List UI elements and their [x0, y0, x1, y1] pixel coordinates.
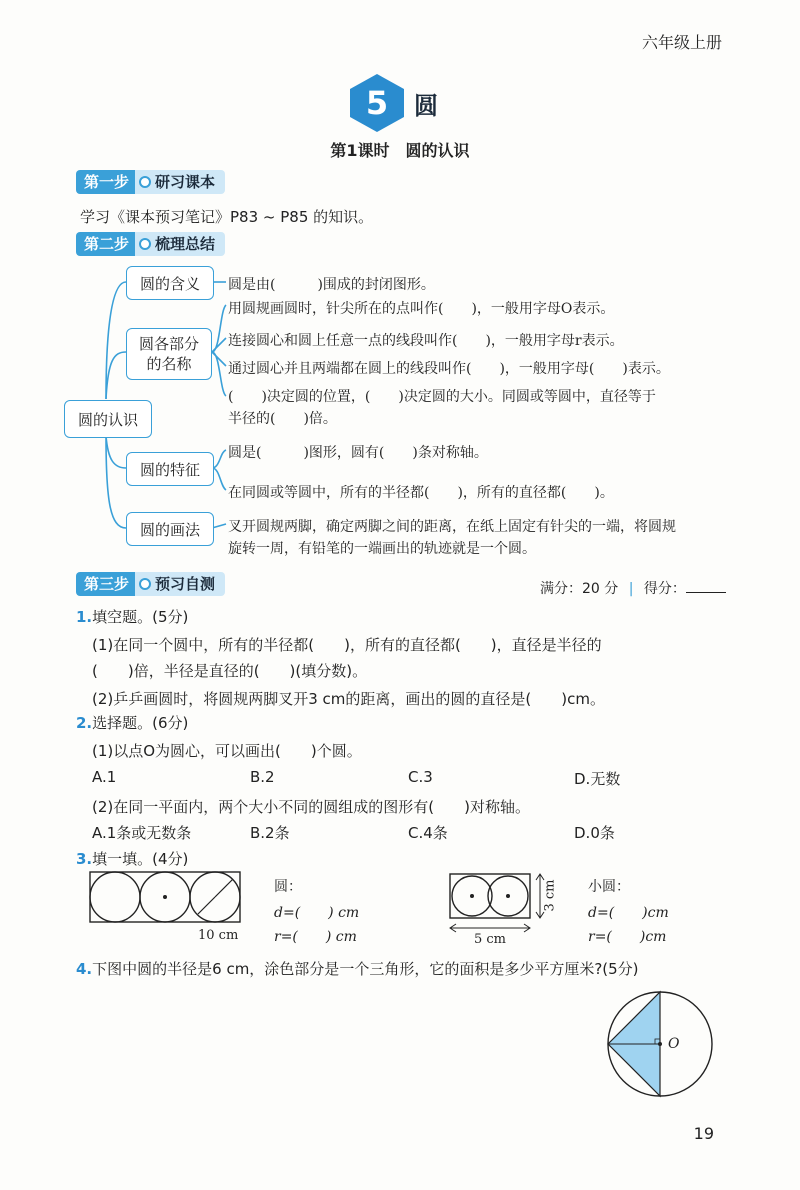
branch-features: 圆的特征: [126, 452, 214, 486]
q3-right-head: 小圆：: [588, 879, 630, 895]
item-relation-2: 半径的( )倍。: [228, 411, 337, 427]
grade-label: 六年级上册: [641, 33, 722, 52]
unit-title: 圆: [414, 92, 438, 120]
q2-p1-option-a[interactable]: A.1: [92, 768, 117, 786]
step2-label: 第二步: [76, 232, 135, 256]
q3-right-r: r=( )cm: [588, 929, 667, 945]
q1-heading: [76, 606, 188, 627]
q4-figure: [600, 986, 720, 1106]
q2-part-2: (2)在同一平面内，两个大小不同的圆组成的图形有( )对称轴。: [92, 798, 530, 816]
q1-line-1: (1)在同一个圆中，所有的半径都( )，所有的直径都( )，直径是半径的: [92, 636, 602, 654]
q3-right-height: 3 cm: [542, 879, 558, 912]
item-drawing-2: 旋转一周，有铅笔的一端画出的轨迹就是一个圆。: [228, 541, 536, 557]
q3-heading: [76, 848, 188, 869]
q3-number: 3.: [76, 850, 93, 868]
q2-number: 2.: [76, 714, 93, 732]
item-feature-2: 在同圆或等圆中，所有的半径都( )，所有的直径都( )。: [228, 485, 614, 501]
q2-p2-option-c[interactable]: C.4条: [408, 824, 448, 842]
q3-right-width: 5 cm: [474, 932, 507, 947]
step3-label: 第三步: [76, 572, 135, 596]
branch-drawing: 圆的画法: [126, 512, 214, 546]
step3-title: 预习自测: [155, 575, 216, 593]
q4-center-label: O: [668, 1036, 680, 1052]
q1-number: 1.: [76, 608, 93, 626]
branch-parts: 圆各部分的名称: [126, 328, 212, 380]
score-line: 满分：20 分 | 得分：: [540, 578, 726, 598]
q4-number: 4.: [76, 960, 93, 978]
item-relation-1: ( )决定圆的位置，( )决定圆的大小。同圆或等圆中，直径等于: [228, 389, 656, 405]
q1-line-3: (2)乒乒画圆时，将圆规两脚叉开3 cm的距离，画出的圆的直径是( )cm。: [92, 690, 605, 708]
q2-p2-option-d[interactable]: D.0条: [574, 824, 615, 842]
score-blank[interactable]: [686, 592, 726, 593]
step3-header: [76, 572, 225, 596]
q1-line-2: ( )倍，半径是直径的( )(填分数)。: [92, 662, 368, 680]
q2-p1-option-d[interactable]: D.无数: [574, 770, 621, 788]
branch-meaning: 圆的含义: [126, 266, 214, 300]
item-diameter: 通过圆心并且两端都在圆上的线段叫作( )，一般用字母( )表示。: [228, 361, 670, 377]
q4-title: 下图中圆的半径是6 cm，涂色部分是一个三角形，它的面积是多少平方厘米?(5分): [92, 960, 639, 978]
q2-p1-option-c[interactable]: C.3: [408, 768, 433, 786]
q2-title: 选择题。(6分): [92, 714, 189, 732]
q3-left-width: 10 cm: [198, 928, 239, 943]
q2-p2-option-a[interactable]: A.1条或无数条: [92, 824, 192, 842]
q4-heading: [76, 958, 639, 979]
item-radius: 连接圆心和圆上任意一点的线段叫作( )，一般用字母r表示。: [228, 333, 624, 349]
item-drawing-1: 叉开圆规两脚，确定两脚之间的距离，在纸上固定有针尖的一端，将圆规: [228, 519, 676, 535]
lesson-title: 第1课时 圆的认识: [330, 141, 470, 160]
item-feature-1: 圆是( )图形，圆有( )条对称轴。: [228, 445, 488, 461]
step1-label: 第一步: [76, 170, 135, 194]
item-meaning: 圆是由( )围成的封闭图形。: [228, 277, 435, 293]
q3-title: 填一填。(4分): [92, 850, 189, 868]
q2-part-1: (1)以点O为圆心，可以画出( )个圆。: [92, 742, 362, 760]
q3-right-d: d=( )cm: [588, 905, 669, 921]
mindmap-root: 圆的认识: [64, 400, 152, 438]
unit-number: 5: [365, 84, 389, 122]
page-number: 19: [693, 1124, 714, 1143]
q3-left-r: r=( ) cm: [274, 929, 357, 945]
step1-title: 研习课本: [155, 173, 216, 191]
q2-p1-option-b[interactable]: B.2: [250, 768, 275, 786]
score-label: 得分：: [643, 581, 686, 597]
q3-left-head: 圆：: [274, 879, 302, 895]
q2-p2-option-b[interactable]: B.2条: [250, 824, 290, 842]
item-center: 用圆规画圆时，针尖所在的点叫作( )，一般用字母O表示。: [228, 301, 615, 317]
q3-left-d: d=( ) cm: [274, 905, 360, 921]
full-score: 满分：20 分: [540, 581, 619, 597]
q1-title: 填空题。(5分): [92, 608, 189, 626]
q2-heading: [76, 712, 188, 733]
step2-title: 梳理总结: [155, 235, 216, 253]
step1-text: 学习《课本预习笔记》P83 ~ P85 的知识。: [80, 208, 374, 226]
